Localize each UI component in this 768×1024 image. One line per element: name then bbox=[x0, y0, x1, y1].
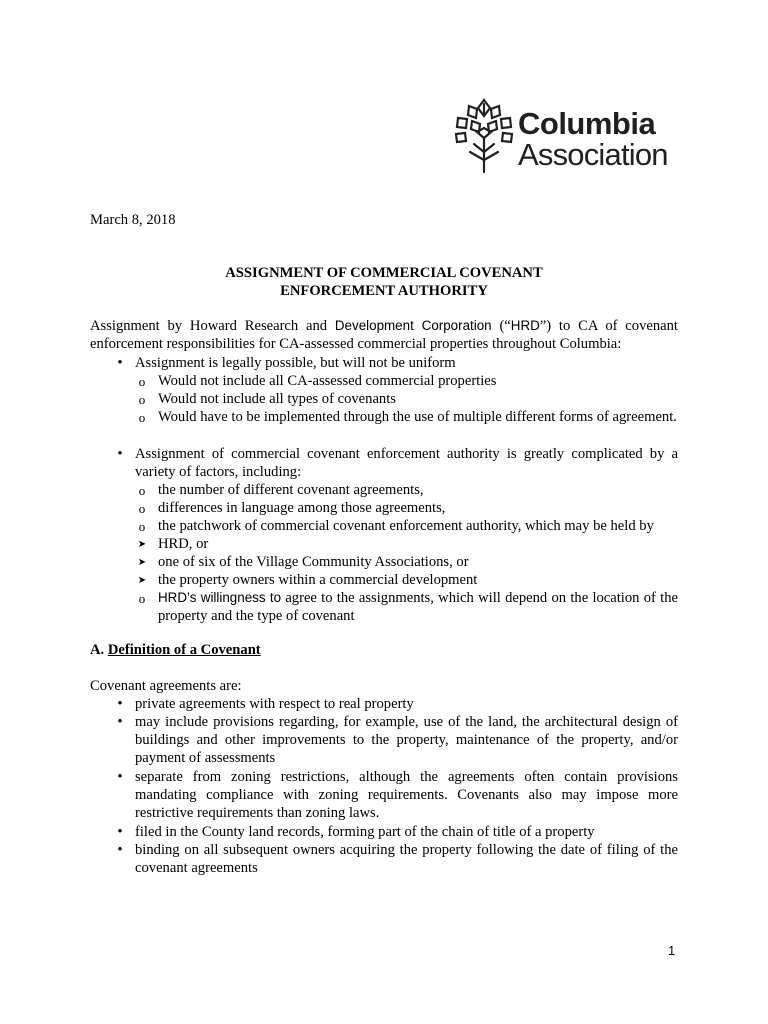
assignment-point-2-sub-3: the patchwork of commercial covenant enforcement authority, which may be held by bbox=[158, 518, 654, 534]
intro-paragraph bbox=[90, 317, 678, 353]
assignment-point-1-sub-2: Would not include all types of covenants bbox=[158, 391, 396, 407]
intro-quote-open: (“ bbox=[491, 318, 511, 334]
sub-bullet-marker: o bbox=[138, 591, 146, 606]
bullet-marker: • bbox=[117, 842, 123, 858]
sub-bullet-marker: o bbox=[138, 374, 146, 389]
authority-holder-village-associations: one of six of the Village Community Associations, or bbox=[158, 554, 469, 570]
assignment-point-2-sub-1: the number of different covenant agreements, bbox=[158, 482, 424, 498]
sub-bullet-marker: o bbox=[138, 519, 146, 534]
assignment-point-1: Assignment is legally possible, but will not be uniform bbox=[135, 355, 456, 371]
page-number: 1 bbox=[668, 943, 676, 958]
bullet-marker: • bbox=[117, 355, 123, 371]
document-date: March 8, 2018 bbox=[90, 212, 176, 228]
covenant-bullet-3: separate from zoning restrictions, although the agreements often contain provisions mandating compliance with zoning requirements. Covenants also may impose more restrictive requirements than zoning laws. bbox=[135, 769, 678, 821]
authority-holder-hrd: HRD, or bbox=[158, 536, 209, 552]
bullet-marker: • bbox=[117, 824, 123, 840]
section-a-heading bbox=[90, 641, 261, 659]
columbia-association-logo bbox=[452, 94, 682, 174]
section-a-lead: Covenant agreements are: bbox=[90, 678, 242, 694]
hrd-willingness-phrase: HRD’s willingness to bbox=[158, 590, 282, 605]
covenant-bullet-5: binding on all subsequent owners acquiring the property following the date of filing of the covenant agreements bbox=[135, 842, 678, 876]
intro-text-b: ”) to CA of covenant bbox=[539, 318, 678, 334]
intro-hrd-abbrev: HRD bbox=[510, 318, 540, 333]
logo-wordmark bbox=[518, 108, 668, 170]
sub-bullet-marker: o bbox=[138, 501, 146, 516]
intro-company-name: Development Corporation bbox=[334, 318, 492, 333]
assignment-point-2: Assignment of commercial covenant enforcement authority is greatly complicated by a variety of factors, including: bbox=[135, 446, 678, 480]
covenant-bullet-4: filed in the County land records, forming part of the chain of title of a property bbox=[135, 824, 595, 840]
sub-bullet-marker: o bbox=[138, 392, 146, 407]
sub-bullet-marker: o bbox=[138, 483, 146, 498]
arrow-bullet-icon: ➤ bbox=[137, 575, 147, 586]
covenant-bullet-1: private agreements with respect to real property bbox=[135, 696, 414, 712]
assignment-point-2-sub-4 bbox=[158, 589, 678, 625]
logo-wordmark-association: Association bbox=[518, 137, 668, 172]
intro-text-a: Assignment by Howard Research and bbox=[90, 318, 335, 334]
assignment-point-2-sub-2: differences in language among those agreements, bbox=[158, 500, 446, 516]
section-a-prefix: A. bbox=[90, 642, 108, 658]
arrow-bullet-icon: ➤ bbox=[137, 557, 147, 568]
logo-wordmark-columbia: Columbia bbox=[518, 106, 656, 141]
authority-holder-property-owners: the property owners within a commercial development bbox=[158, 572, 478, 588]
bullet-marker: • bbox=[117, 714, 123, 730]
bullet-marker: • bbox=[117, 446, 123, 462]
bullet-marker: • bbox=[117, 696, 123, 712]
covenant-bullet-2: may include provisions regarding, for example, use of the land, the architectural design of buildings and other improvements to the property, maintenance of the property, and/or payment of assessments bbox=[135, 714, 678, 766]
intro-line-2: enforcement responsibilities for CA-assessed commercial properties throughout Columbia: bbox=[90, 336, 622, 352]
assignment-point-1-sub-3: Would have to be implemented through the use of multiple different forms of agreement. bbox=[158, 409, 677, 425]
document-title-line-2: ENFORCEMENT AUTHORITY bbox=[280, 283, 488, 299]
sub-bullet-marker: o bbox=[138, 410, 146, 425]
assignment-point-1-sub-1: Would not include all CA-assessed commercial properties bbox=[158, 373, 497, 389]
intro-line-1 bbox=[90, 317, 678, 335]
bullet-marker: • bbox=[117, 769, 123, 785]
arrow-bullet-icon: ➤ bbox=[137, 539, 147, 550]
document-title-line-1: ASSIGNMENT OF COMMERCIAL COVENANT bbox=[225, 265, 543, 281]
tree-logo-icon bbox=[452, 94, 516, 174]
section-a-title: Definition of a Covenant bbox=[107, 642, 261, 658]
hrd-willingness-rest: agree to the assignments, which will depend on the location of the property and the type of covenant bbox=[158, 590, 678, 624]
